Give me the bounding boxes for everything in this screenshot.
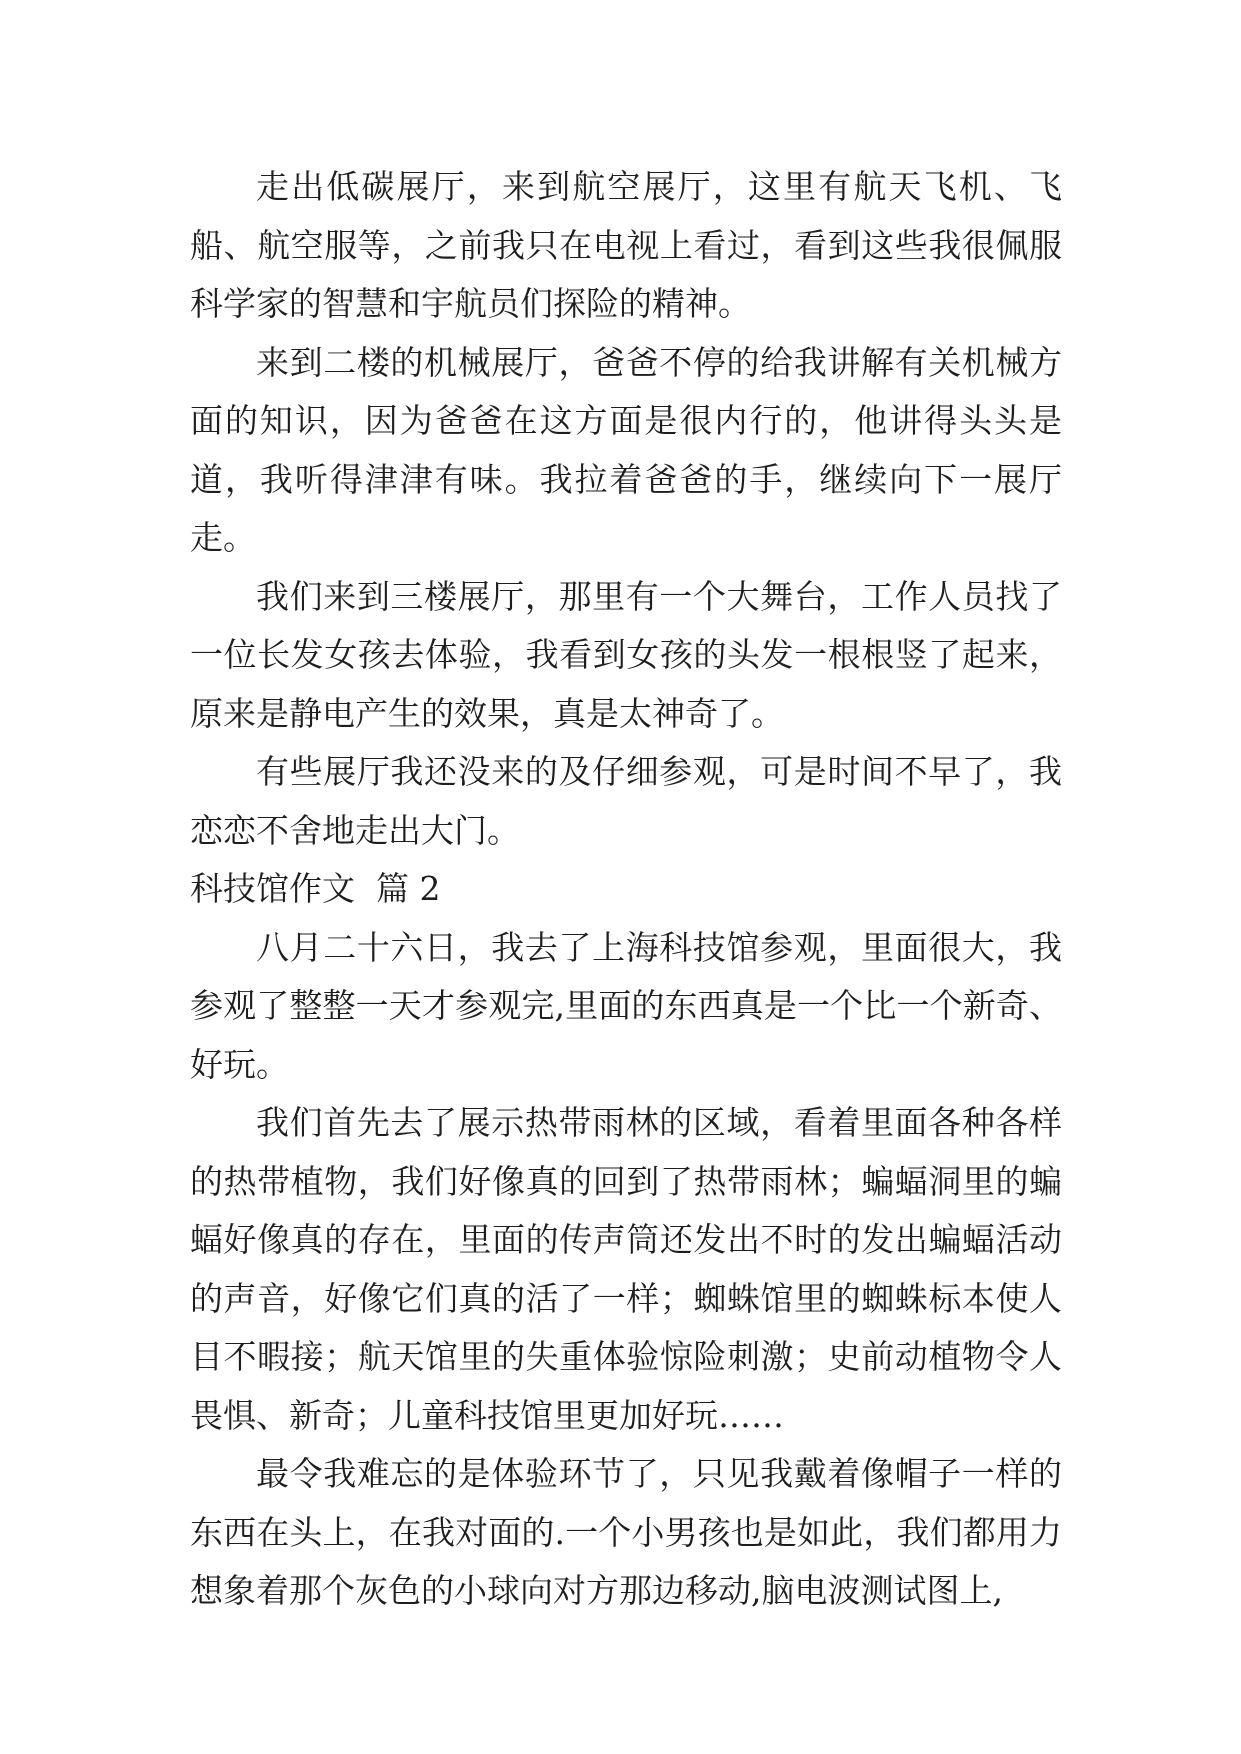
paragraph-rainforest: 我们首先去了展示热带雨林的区域，看着里面各种各样的热带植物，我们好像真的回到了热带雨林；蝙蝠洞里的蝙蝠好像真的存在，里面的传声筒还发出不时的发出蝙蝠活动的声音，好像它们真的活了一样；蜘蛛馆里的蜘蛛标本使人目不暇接；航天馆里的失重体验惊险刺激；史前动植物令人畏惧、新奇；儿童科技馆里更加好玩…… [190, 1103, 1062, 1435]
paragraph-third-floor-stage: 我们来到三楼展厅，那里有一个大舞台，工作人员找了一位长发女孩去体验，我看到女孩的头发一根根竖了起来，原来是静电产生的效果，真是太神奇了。 [190, 576, 1062, 733]
body-text [190, 158, 1062, 1621]
paragraph-visit-date: 八月二十六日，我去了上海科技馆参观，里面很大，我参观了整整一天才参观完,里面的东西真是一个比一个新奇、好玩。 [190, 927, 1062, 1084]
paragraph-brainwave-experience: 最令我难忘的是体验环节了，只见我戴着像帽子一样的东西在头上，在我对面的.一个小男孩也是如此，我们都用力想象着那个灰色的小球向对方那边移动,脑电波测试图上, [190, 1454, 1062, 1610]
paragraph-leaving: 有些展厅我还没来的及仔细参观，可是时间不早了，我恋恋不舍地走出大门。 [190, 752, 1062, 850]
section-heading: 科技馆作文 篇 2 [190, 869, 441, 908]
paragraph-low-carbon-aviation-hall: 走出低碳展厅，来到航空展厅，这里有航天飞机、飞船、航空服等，之前我只在电视上看过，看到这些我很佩服科学家的智慧和宇航员们探险的精神。 [190, 167, 1062, 323]
paragraph-machinery-hall: 来到二楼的机械展厅，爸爸不停的给我讲解有关机械方面的知识，因为爸爸在这方面是很内行的，他讲得头头是道，我听得津津有味。我拉着爸爸的手，继续向下一展厅走。 [190, 342, 1062, 557]
